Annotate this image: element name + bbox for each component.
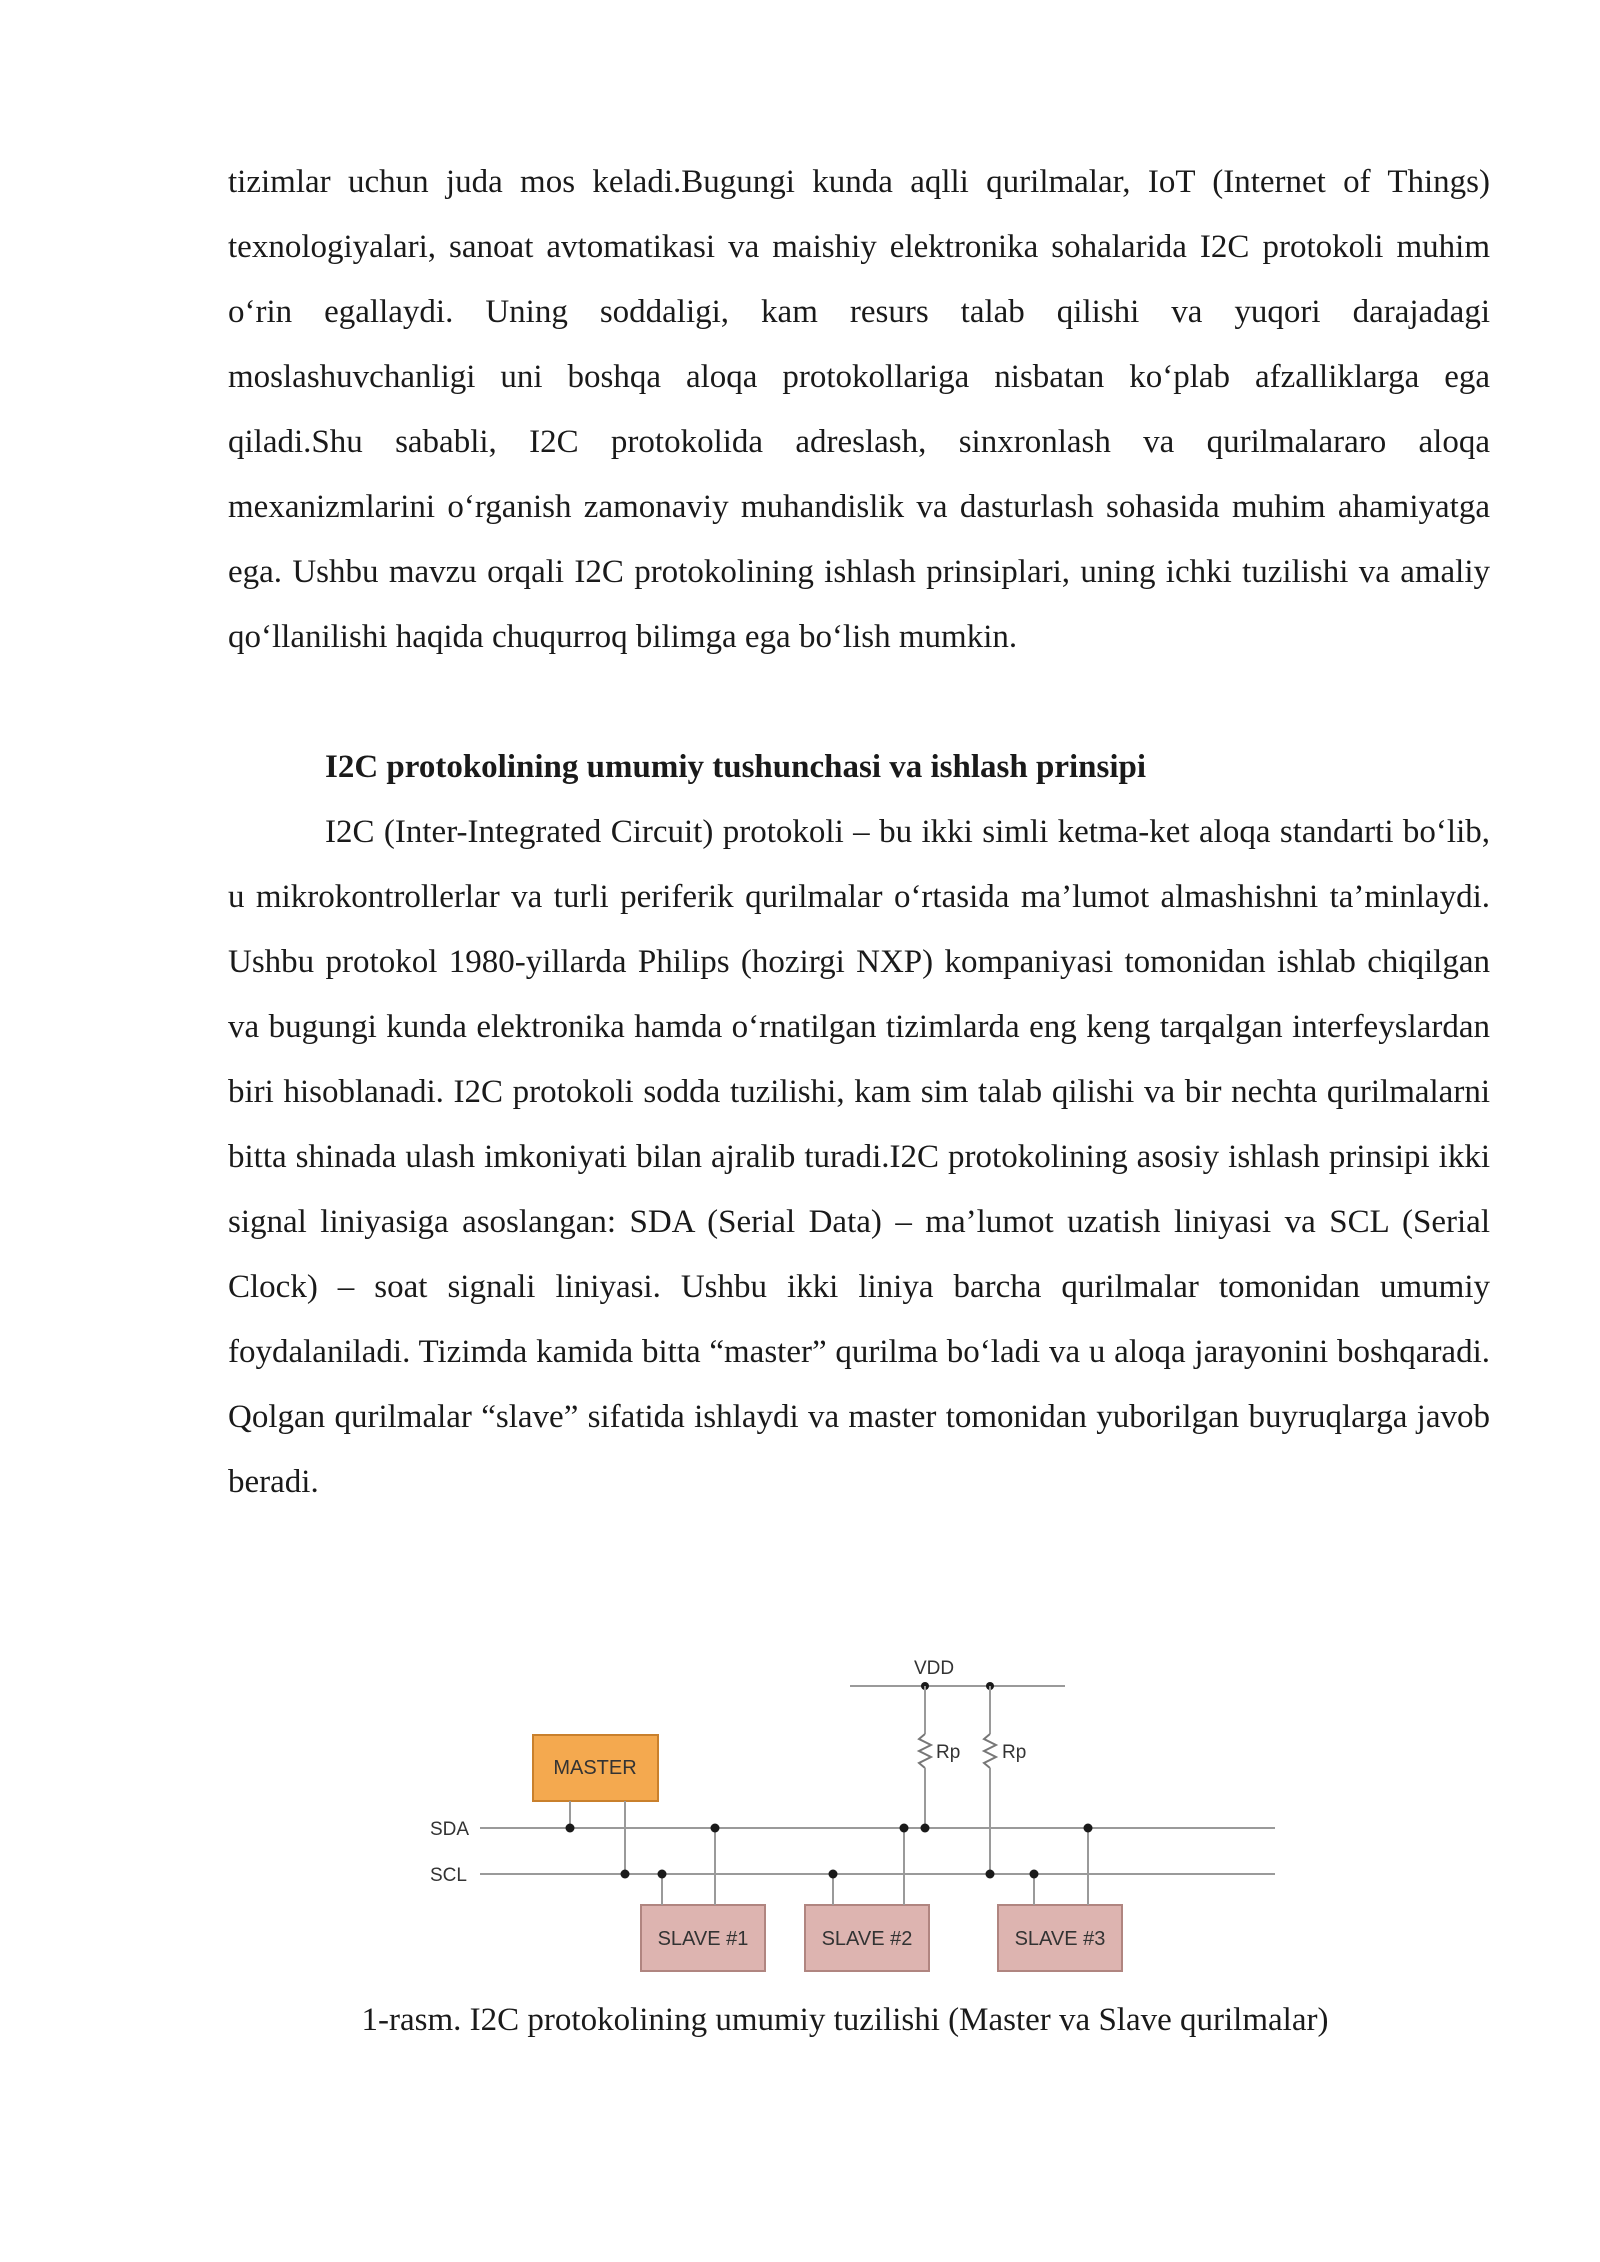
resistor-2-scl-dot (986, 1870, 995, 1879)
i2c-bus-figure (420, 1650, 1280, 1990)
body-paragraph-2: I2C (Inter-Integrated Circuit) protokoli – bu ikki simli ketma-ket aloqa standarti bo‘lib, u mikrokontrollerlar va turli periferik qurilmalar o‘rtasida ma’lumot almashishni ta’minlaydi. Ushbu protokol 1980-yillarda Philips (hozirgi NXP) kompaniyasi tomonidan ishlab chiqilgan va bugungi kunda elektronika hamda o‘rnatilgan tizimlarda eng keng tarqalgan interfeyslardan biri hisoblanadi. I2C protokoli sodda tuzilishi, kam sim talab qilishi va bir nechta qurilmalarni bitta shinada ulash imkoniyati bilan ajralib turadi.I2C protokolining asosiy ishlash prinsipi ikki signal liniyasiga asoslangan: SDA (Serial Data) – ma’lumot uzatish liniyasi va SCL (Serial Clock) – soat signali liniyasi. Ushbu ikki liniya barcha qurilmalar tomonidan umumiy foydalaniladi. Tizimda kamida bitta “master” qurilma bo‘ladi va u aloqa jarayonini boshqaradi. Qolgan qurilmalar “slave” sifatida ishlaydi va master tomonidan yuborilgan buyruqlarga javob beradi. (228, 814, 1490, 1500)
section-heading: I2C protokolining umumiy tushunchasi va ishlash prinsipi (325, 749, 1147, 785)
slave-2-label: SLAVE #2 (821, 1928, 913, 1950)
resistor-1-symbol (919, 1734, 931, 1768)
slave-3-label: SLAVE #3 (1014, 1928, 1106, 1950)
sda-label: SDA (430, 1819, 470, 1840)
resistor-1-label: Rp (936, 1742, 961, 1763)
master-scl-dot (621, 1870, 630, 1879)
body-paragraph-1: tizimlar uchun juda mos keladi.Bugungi kunda aqlli qurilmalar, IoT (Internet of Things) texnologiyalari, sanoat avtomatikasi va maishiy elektronika sohalarida I2C protokoli muhim o‘rin egallaydi. Uning soddaligi, kam resurs talab qilishi va yuqori darajadagi moslashuvchanligi uni boshqa aloqa protokollariga nisbatan ko‘plab afzalliklarga ega qiladi.Shu sababli, I2C protokolida adreslash, sinxronlash va qurilmalararo aloqa mexanizmlarini o‘rganish zamonaviy muhandislik va dasturlash sohasida muhim ahamiyatga ega. Ushbu mavzu orqali I2C protokolining ishlash prinsiplari, uning ichki tuzilishi va amaliy qo‘llanilishi haqida chuqurroq bilimga ega bo‘lish mumkin. (228, 164, 1490, 655)
i2c-bus-diagram (420, 1650, 1280, 1990)
figure-caption: 1-rasm. I2C protokolining umumiy tuzilishi (Master va Slave qurilmalar) (361, 2002, 1329, 2038)
slave-1-scl-dot (658, 1870, 667, 1879)
slave-3-scl-dot (1030, 1870, 1039, 1879)
resistor-2-symbol (984, 1734, 996, 1768)
resistor-1-sda-dot (921, 1824, 930, 1833)
slave-3-sda-dot (1084, 1824, 1093, 1833)
resistor-2-label: Rp (1002, 1742, 1027, 1763)
slave-2-scl-dot (829, 1870, 838, 1879)
master-label: MASTER (553, 1757, 637, 1779)
slave-1-sda-dot (711, 1824, 720, 1833)
scl-label: SCL (430, 1865, 467, 1886)
vdd-label: VDD (914, 1658, 955, 1679)
master-sda-dot (566, 1824, 575, 1833)
document-page (228, 150, 1490, 1515)
slave-2-sda-dot (900, 1824, 909, 1833)
slave-1-label: SLAVE #1 (657, 1928, 749, 1950)
